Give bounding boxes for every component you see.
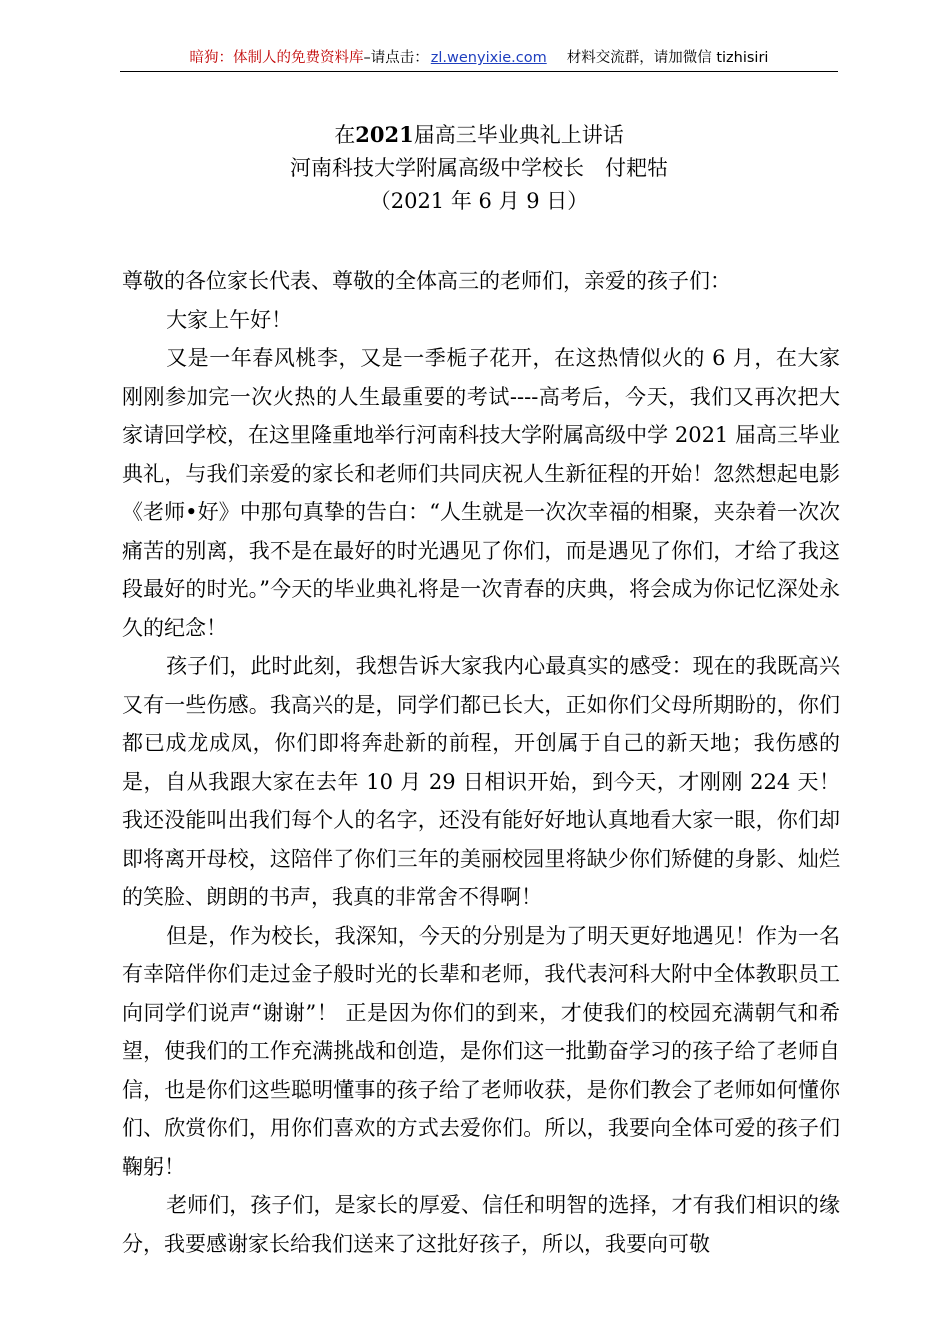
speech-title-post: 届高三毕业典礼上讲话	[413, 123, 624, 147]
paragraph-2: 孩子们，此时此刻，我想告诉大家我内心最真实的感受：现在的我既高兴又有一些伤感。我高兴的是，同学们都已长大，正如你们父母所期盼的，你们都已成龙成凤，你们即将奔赴新的前程，开创属于自己的新天地；我伤感的是，自从我跟大家在去年 10 月 29 日相识开始，到今天，才刚刚 224 天！我还没能叫出我们每个人的名字，还没有能好好地认真地看大家一眼，你们却即将离开母校，这陪伴了你们三年的美丽校园里将缺少你们矫健的身影、灿烂的笑脸、朗朗的书声，我真的非常舍不得啊！	[122, 654, 840, 909]
speech-body	[122, 262, 840, 1263]
speech-title-year: 2021	[355, 122, 414, 147]
header-divider	[120, 71, 838, 72]
header-contact: 材料交流群，请加微信 tizhisiri	[566, 50, 769, 66]
speech-title-pre: 在	[334, 123, 356, 147]
title-block	[120, 118, 838, 218]
header-brand: 暗狗：体制人的免费资料库	[189, 50, 364, 66]
paragraph-3: 但是，作为校长，我深知，今天的分别是为了明天更好地遇见！作为一名有幸陪伴你们走过金子般时光的长辈和老师，我代表河科大附中全体教职员工向同学们说声“谢谢”！ 正是因为你们的到来，才使我们的校园充满朝气和希望，使我们的工作充满挑战和创造，是你们这一批勤奋学习的孩子给了老师自信，也是你们这些聪明懂事的孩子给了老师收获，是你们教会了老师如何懂你们、欣赏你们，用你们喜欢的方式去爱你们。所以，我要向全体可爱的孩子们鞠躬！	[122, 923, 840, 1179]
speaker-line: 河南科技大学附属高级中学校长 付耙牯	[290, 156, 668, 180]
header-prompt: –请点击：	[363, 50, 429, 66]
paragraph-1: 又是一年春风桃李，又是一季栀子花开，在这热情似火的 6 月，在大家刚刚参加完一次火热的人生最重要的考试----高考后，今天，我们又再次把大家请回学校，在这里隆重地举行河南科技大学附属高级中学 2021 届高三毕业典礼，与我们亲爱的家长和老师们共同庆祝人生新征程的开始！忽然想起电影《老师•好》中那句真挚的告白：“人生就是一次次幸福的相聚，夹杂着一次次痛苦的别离，我不是在最好的时光遇见了你们，而是遇见了你们，才给了我这段最好的时光。”今天的毕业典礼将是一次青春的庆典，将会成为你记忆深处永久的纪念！	[122, 346, 840, 640]
speech-title	[120, 118, 838, 152]
page-header	[120, 46, 838, 70]
speech-date: （2021 年 6 月 9 日）	[369, 189, 589, 213]
salutation: 尊敬的各位家长代表、尊敬的全体高三的老师们，亲爱的孩子们：	[122, 269, 731, 293]
greeting: 大家上午好！	[166, 307, 293, 332]
header-link[interactable]: zl.wenyixie.com	[430, 50, 547, 66]
paragraph-4: 老师们，孩子们，是家长的厚爱、信任和明智的选择，才有我们相识的缘分，我要感谢家长给我们送来了这批好孩子，所以，我要向可敬	[122, 1193, 840, 1256]
